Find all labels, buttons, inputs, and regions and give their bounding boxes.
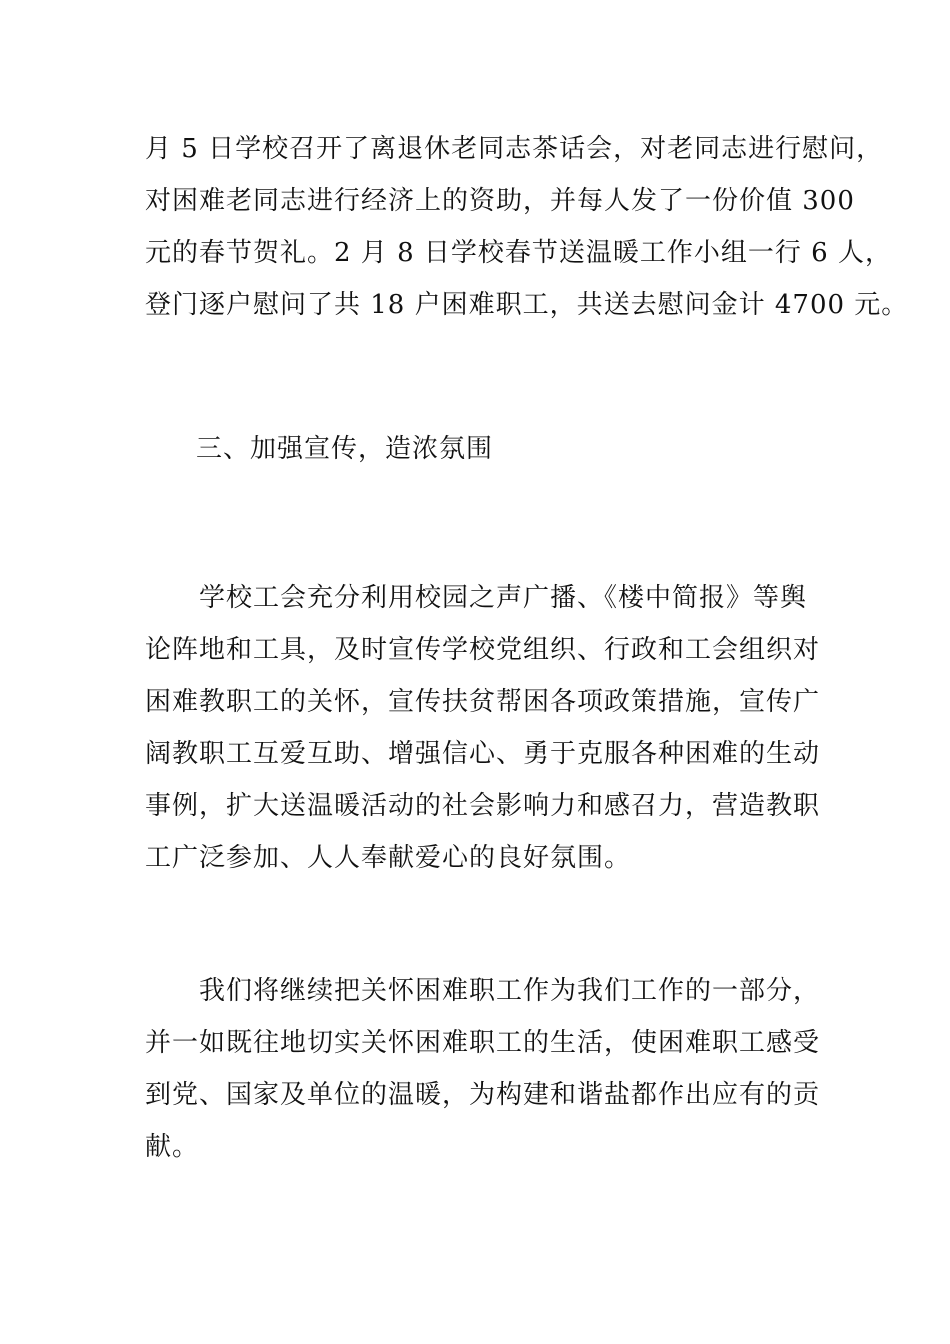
paragraph-line: 登门逐户慰问了共 18 户困难职工，共送去慰问金计 4700 元。 (145, 290, 909, 320)
section-heading-text: 三、加强宣传，造浓氛围 (196, 434, 494, 464)
paragraph-line: 论阵地和工具，及时宣传学校党组织、行政和工会组织对 (145, 635, 821, 665)
paragraph-line: 工广泛参加、人人奉献爱心的良好氛围。 (145, 843, 632, 873)
paragraph-line: 对困难老同志进行经济上的资助，并每人发了一份价值 300 (145, 186, 855, 216)
paragraph-line: 元的春节贺礼。2 月 8 日学校春节送温暖工作小组一行 6 人， (145, 238, 892, 268)
paragraph-line: 学校工会充分利用校园之声广播、《楼中简报》等舆 (145, 583, 808, 613)
paragraph-2 (145, 572, 835, 884)
paragraph-line: 到党、国家及单位的温暖，为构建和谐盐都作出应有的贡 (145, 1080, 821, 1110)
paragraph-line: 献。 (145, 1132, 200, 1162)
paragraph-line: 并一如既往地切实关怀困难职工的生活，使困难职工感受 (145, 1028, 821, 1058)
paragraph-3 (145, 965, 835, 1173)
paragraph-line: 月 5 日学校召开了离退休老同志茶话会，对老同志进行慰问， (145, 134, 884, 164)
section-heading-3 (196, 423, 886, 475)
paragraph-line: 阔教职工互爱互助、增强信心、勇于克服各种困难的生动 (145, 739, 821, 769)
paragraph-line: 困难教职工的关怀，宣传扶贫帮困各项政策措施，宣传广 (145, 687, 821, 717)
paragraph-1 (145, 123, 909, 331)
paragraph-line: 事例，扩大送温暖活动的社会影响力和感召力，营造教职 (145, 791, 821, 821)
paragraph-line: 我们将继续把关怀困难职工作为我们工作的一部分， (145, 976, 821, 1006)
